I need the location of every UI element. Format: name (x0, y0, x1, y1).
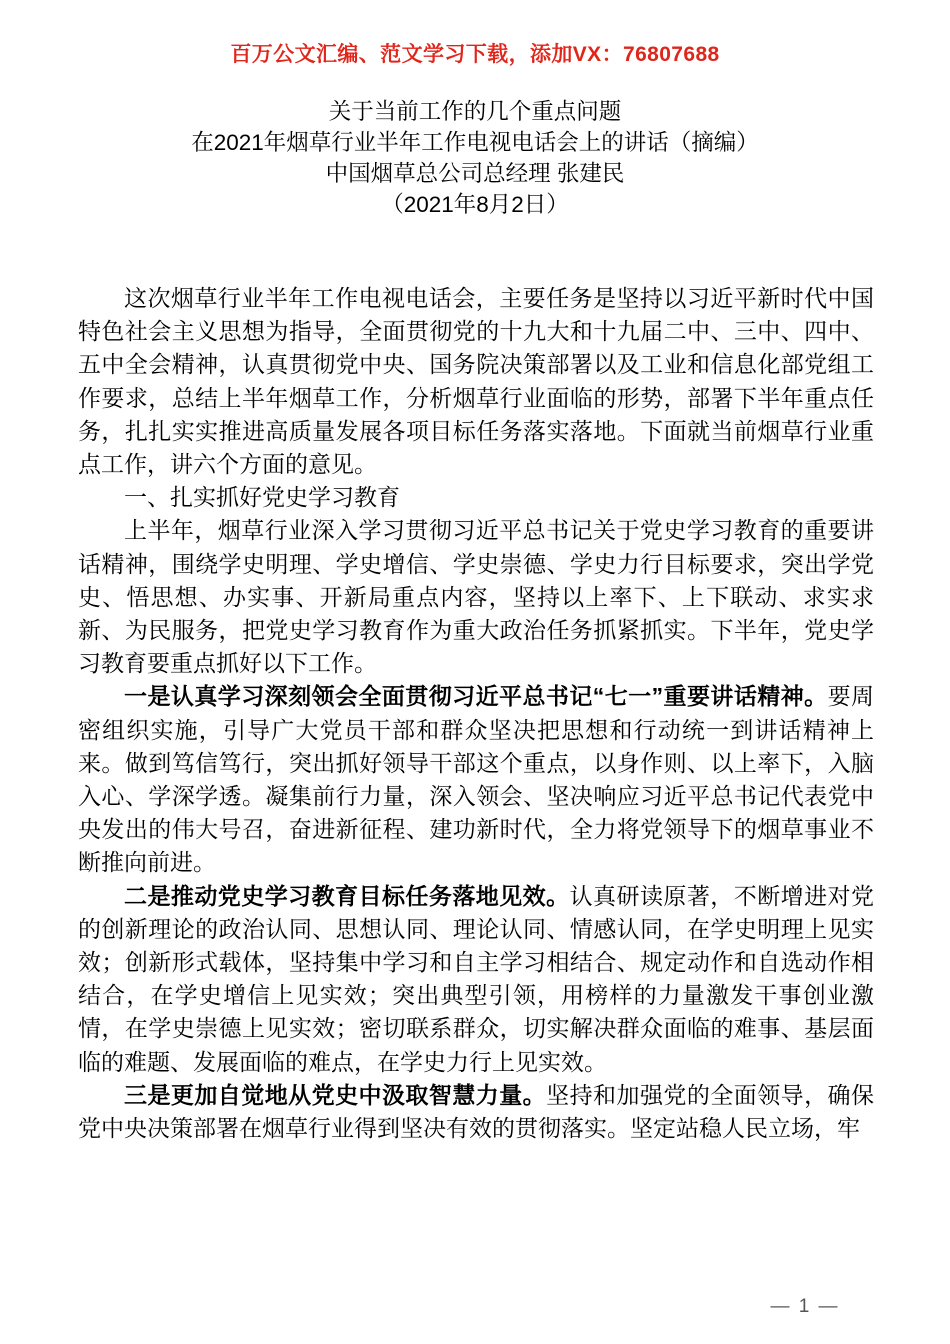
paragraph-point-one (78, 680, 874, 879)
paragraph-point-three (78, 1079, 874, 1145)
title-line-subtitle: 在2021年烟草行业半年工作电视电话会上的讲话（摘编） (191, 130, 759, 155)
point-three-text: 坚持和加强党的全面领导，确保党中央决策部署在烟草行业得到坚决有效的贯彻落实。坚定站稳人民立场，牢 (78, 1081, 875, 1142)
point-three-lead: 三是更加自觉地从党史中汲取智慧力量。 (124, 1081, 547, 1108)
title-line-author: 中国烟草总公司总经理 张建民 (325, 161, 625, 186)
section-heading-one: 一、扎实抓好党史学习教育 (124, 484, 400, 511)
page-footer (0, 1296, 950, 1318)
promo-banner-text: 百万公文汇编、范文学习下载，添加VX：76807688 (230, 43, 720, 66)
document-body (78, 282, 874, 1145)
point-one-text: 要周密组织实施，引导广大党员干部和群众坚决把思想和行动统一到讲话精神上来。做到笃信笃行，突出抓好领导干部这个重点，以身作则、以上率下，入脑入心、学深学透。凝集前行力量，深入领会、坚决响应习近平总书记代表党中央发出的伟大号召，奋进新征程、建功新时代，全力将党领导下的烟草事业不断推向前进。 (78, 683, 874, 876)
paragraph-opening: 这次烟草行业半年工作电视电话会，主要任务是坚持以习近平新时代中国特色社会主义思想为指导，全面贯彻党的十九大和十九届二中、三中、四中、五中全会精神，认真贯彻党中央、国务院决策部署以及工业和信息化部党组工作要求，总结上半年烟草工作，分析烟草行业面临的形势，部署下半年重点任务，扎扎实实推进高质量发展各项目标任务落实落地。下面就当前烟草行业重点工作，讲六个方面的意见。 (78, 285, 874, 478)
paragraph-section-one-intro: 上半年，烟草行业深入学习贯彻习近平总书记关于党史学习教育的重要讲话精神，围绕学史明理、学史增信、学史崇德、学史力行目标要求，突出学党史、悟思想、办实事、开新局重点内容，坚持以上率下、上下联动、求实求新、为民服务，把党史学习教育作为重大政治任务抓紧抓实。下半年，党史学习教育要重点抓好以下工作。 (78, 517, 874, 677)
page-number: — 1 — (770, 1296, 840, 1317)
document-title-block (78, 96, 872, 220)
point-two-text: 认真研读原著，不断增进对党的创新理论的政治认同、思想认同、理论认同、情感认同，在学史明理上见实效；创新形式载体，坚持集中学习和自主学习相结合、规定动作和自选动作相结合，在学史增信上见实效；突出典型引领，用榜样的力量激发干事创业激情，在学史崇德上见实效；密切联系群众，切实解决群众面临的难事、基层面临的难题、发展面临的难点，在学史力行上见实效。 (78, 882, 875, 1075)
paragraph-point-two (78, 880, 874, 1079)
title-line-main: 关于当前工作的几个重点问题 (328, 99, 622, 124)
point-one-lead: 一是认真学习深刻领会全面贯彻习近平总书记“七一”重要讲话精神。 (124, 683, 828, 710)
point-two-lead: 二是推动党史学习教育目标任务落地见效。 (124, 882, 570, 909)
title-line-date: （2021年8月2日） (381, 192, 569, 217)
